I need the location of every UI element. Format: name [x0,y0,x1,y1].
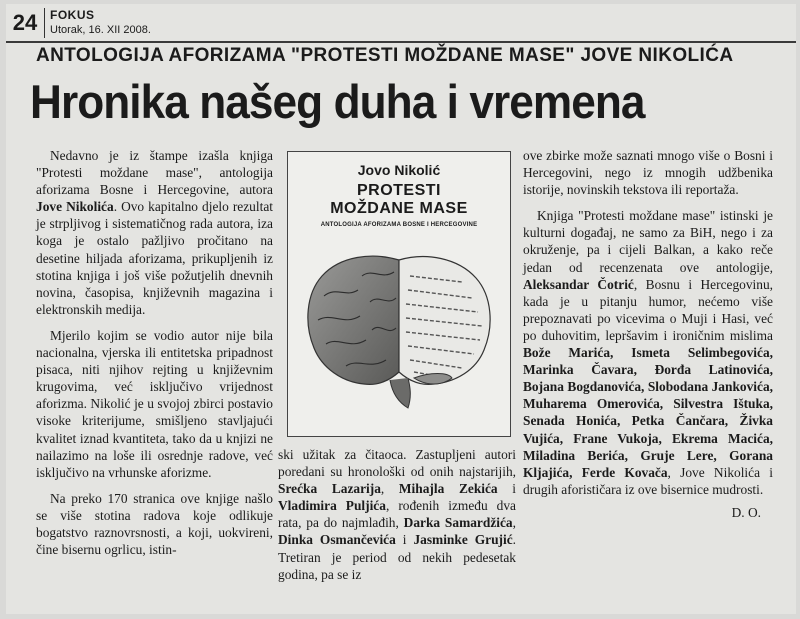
article-column-1 [36,147,273,558]
paragraph: Mjerilo kojim se vodio autor nije bila nacionalna, vjerska ili entitetska pripadnost pisaca, niti njihov rejting u književnim krugovima, već isključivo vrijednost aforizma. Nikolić je u svojoj zbirci postavio visoke kriterijume, smišljeno stavljajući kvalitet iznad kvantiteta, tako da u knjizi ne nailazimo na loše ili osrednje radove, već isključivo na vrhunske aforizme. [36,327,273,480]
paragraph: Knjiga "Protesti moždane mase" istinski je kulturni događaj, ne samo za BiH, nego i za okruženje, pa i cijeli Balkan, a kako reče jedan od recenzenata ove antologije, Aleksandar Čotrić, Bosnu i Hercegovinu, kada je u pitanju humor, nećemo više prepoznavati po vicevima o Muji i Hasi, već po duhovitim, lepršavim i ironičnim mislima Bože Marića, Ismeta Selimbegovića, Marinka Čavara, Đorđa Latinovića, Bojana Bogdanovića, Slobodana Jankovića, Muharema Omerovića, Silvestra Ištuka, Senada Honića, Petka Čančara, Živka Vujića, Frane Vukoja, Ekrema Macića, Miladina Berića, Gruje Lere, Gorana Kljajića, Ferde Kovača, Jove Nikolića i drugih aforističara iz ove bisernice mudrosti. [523,208,774,497]
page-number: 24 [6,8,45,38]
paragraph: Na preko 170 stranica ove knjige našlo se više stotina radova koje odlikuje bogatstvo raznovrsnosti, a koji, uokvireni, čine bisernu ogrlicu, istin- [36,490,273,558]
author-signature: D. O. [731,504,761,520]
brain-stem [390,378,410,408]
cover-author: Jovo Nikolić [357,162,441,178]
newspaper-name: FOKUS [50,8,95,22]
paragraph: Nedavno je iz štampe izašla knjiga "Protesti moždane mase", antologija aforizama Bosne i Hercegovine, autora Jove Nikolića. Ovo kapitalno djelo rezultat je strpljivog i sistematičnog rada autora, iza koga je ostalo pažljivo pročitano na desetine hiljada aforizama, prikupljenih iz stotina knjiga i još više požutjelih dnevnih novina, časopisa, književnih magazina i elektronskih medija. [36,148,273,317]
cover-title: PROTESTI MOŽDANE MASE [330,182,468,217]
article-kicker: ANTOLOGIJA AFORIZAMA "PROTESTI MOŽDANE MASE" JOVE NIKOLIĆA [36,45,734,66]
paragraph: ski užitak za čitaoca. Zastupljeni autori poredani su hronološki od onih najstarijih, Srećka Lazarija, Mihajla Zekića i Vladimira Puljića, rođenih između dva rata, pa do najmlađih, Darka Samardžića, Dinka Osmančevića i Jasminke Grujić. Tretiran je period od nekih pedesetak godina, pa se iz [278,447,517,582]
author-name: Jove Nikolića [36,199,114,215]
paragraph: ove zbirke može saznati mnogo više o Bosni i Hercegovini, nego iz mnogih udžbenika istorije, novinskih tekstova ili reportaža. [523,148,773,198]
header-rule [6,41,796,43]
brain-illustration [302,246,496,414]
article-headline: Hronika našeg duha i vremena [30,75,645,128]
article-column-3 [523,147,773,521]
article-column-2 [278,446,516,583]
cover-subtitle: ANTOLOGIJA AFORIZAMA BOSNE I HERCEGOVINE [320,222,478,228]
issue-date: Utorak, 16. XII 2008. [50,24,151,36]
book-cover-image [287,151,511,437]
newspaper-page [6,4,796,614]
